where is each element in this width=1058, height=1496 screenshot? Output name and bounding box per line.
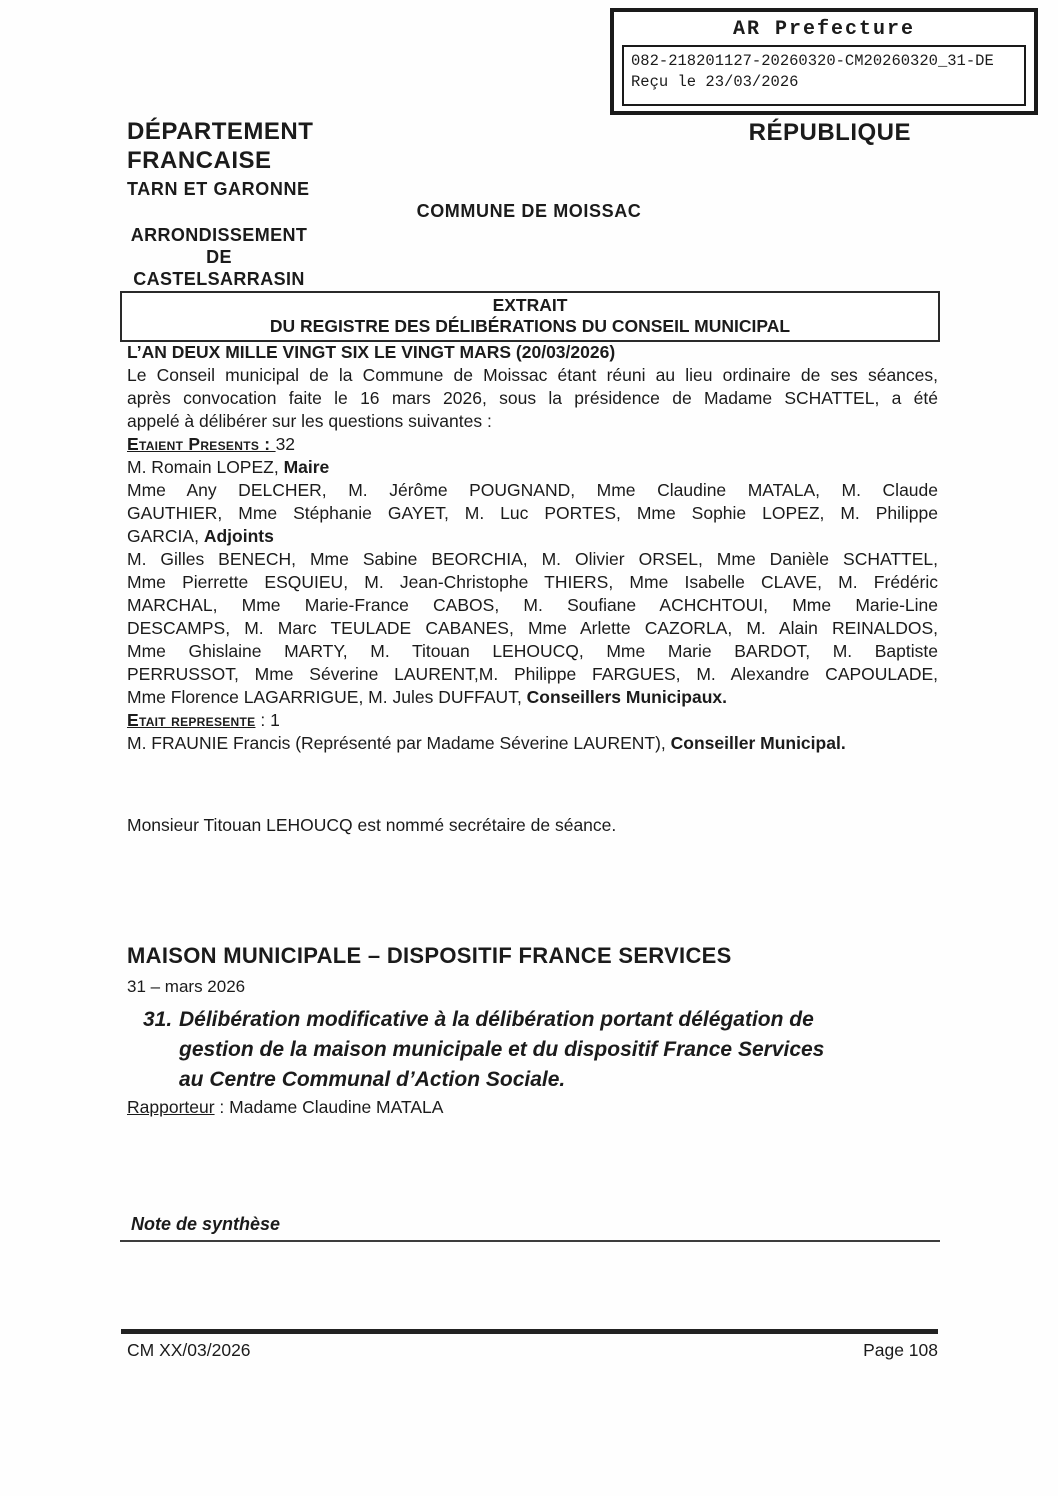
section-title: MAISON MUNICIPALE – DISPOSITIF FRANCE SERVICES: [127, 943, 732, 968]
footer-page-number: Page 108: [863, 1340, 938, 1360]
maire-name: M. Romain LOPEZ,: [127, 457, 284, 477]
conseillers-line: MARCHAL, Mme Marie-France CABOS, M. Soufiane ACHCHTOUI, Mme Marie-Line: [127, 595, 938, 615]
conseillers-last-names: Mme Florence LAGARRIGUE, M. Jules DUFFAUT,: [127, 687, 527, 707]
item-title-line: Délibération modificative à la délibération portant délégation de: [179, 1008, 814, 1031]
session-date-line: L’AN DEUX MILLE VINGT SIX LE VINGT MARS (20/03/2026): [127, 342, 616, 362]
rapporteur-line: [127, 1097, 443, 1118]
extrait-subtitle: DU REGISTRE DES DÉLIBÉRATIONS DU CONSEIL MUNICIPAL: [269, 316, 791, 336]
arrondissement-line2: DE: [206, 247, 232, 267]
presents-line: [127, 433, 938, 456]
represente-title: Conseiller Municipal.: [670, 733, 846, 753]
department-block: [127, 117, 313, 200]
represente-separator: :: [255, 710, 271, 730]
adjoints-title: Adjoints: [203, 526, 274, 546]
conseillers-line: Mme Pierrette ESQUIEU, M. Jean-Christophe THIERS, Mme Isabelle CLAVE, M. Frédéric: [127, 572, 938, 592]
arrondissement-line3: CASTELSARRASIN: [133, 269, 305, 289]
adjoints-last-line: [127, 525, 938, 548]
arrondissement-block: [118, 224, 320, 290]
represente-name: M. FRAUNIE Francis (Représenté par Madame Séverine LAURENT),: [127, 733, 671, 753]
extrait-title: EXTRAIT: [492, 295, 568, 315]
stamp-reference: 082-218201127-20260320-CM20260320_31-DE: [631, 52, 994, 70]
secretary-line: Monsieur Titouan LEHOUCQ est nommé secrétaire de séance.: [127, 815, 617, 835]
fraunie-line: [127, 732, 938, 755]
conseillers-line: PERRUSSOT, Mme Séverine LAURENT,M. Philippe FARGUES, M. Alexandre CAPOULADE,: [127, 664, 938, 684]
conseillers-line: DESCAMPS, M. Marc TEULADE CABANES, Mme Arlette CAZORLA, M. Alain REINALDOS,: [127, 618, 938, 638]
item-title-line: gestion de la maison municipale et du dispositif France Services: [179, 1038, 825, 1061]
arrondissement-line1: ARRONDISSEMENT: [130, 225, 308, 245]
maire-title: Maire: [283, 457, 330, 477]
item-title: [179, 1005, 938, 1095]
adjoints-line: GAUTHIER, Mme Stéphanie GAYET, M. Luc PORTES, Mme Sophie LOPEZ, M. Philippe: [127, 503, 938, 523]
session-body: [127, 341, 938, 837]
conseillers-line: M. Gilles BENECH, Mme Sabine BEORCHIA, M. Olivier ORSEL, Mme Danièle SCHATTEL,: [127, 549, 938, 569]
conseillers-title: Conseillers Municipaux.: [526, 687, 727, 707]
footer-reference: CM XX/03/2026: [127, 1340, 251, 1360]
rapporteur-label: Rapporteur: [127, 1097, 215, 1117]
note-synthese-rule: [120, 1240, 940, 1242]
republique-label: RÉPUBLIQUE: [748, 119, 911, 146]
represente-count: 1: [270, 710, 280, 730]
adjoints-line: Mme Any DELCHER, M. Jérôme POUGNAND, Mme Claudine MATALA, M. Claude: [127, 480, 938, 500]
section-date: 31 – mars 2026: [127, 977, 246, 996]
stamp-title: AR Prefecture: [732, 18, 916, 41]
maire-line: [127, 456, 938, 479]
represente-line: [127, 709, 938, 732]
commune-title: COMMUNE DE MOISSAC: [416, 201, 642, 221]
session-intro-line: après convocation faite le 16 mars 2026, sous la présidence de Madame SCHATTEL, a été: [127, 388, 938, 408]
department-line3: TARN ET GARONNE: [127, 179, 310, 199]
deliberation-item: [143, 1005, 938, 1095]
represente-label: Etait represente: [127, 710, 256, 730]
session-intro-line: appelé à délibérer sur les questions suivantes :: [127, 411, 492, 431]
rapporteur-value: : Madame Claudine MATALA: [214, 1097, 444, 1117]
conseillers-last-line: [127, 686, 938, 709]
prefecture-stamp: [610, 8, 1038, 115]
adjoints-last-name: GARCIA,: [127, 526, 204, 546]
department-line1: DÉPARTEMENT: [127, 118, 314, 145]
presents-label: Etaient Presents :: [127, 434, 276, 454]
stamp-inner-box: [622, 45, 1026, 106]
footer-rule: [121, 1329, 938, 1334]
item-number: 31.: [143, 1008, 173, 1031]
conseillers-line: Mme Ghislaine MARTY, M. Titouan LEHOUCQ, Mme Marie BARDOT, M. Baptiste: [127, 641, 938, 661]
note-synthese-heading: Note de synthèse: [131, 1214, 281, 1234]
session-intro-line: Le Conseil municipal de la Commune de Moissac étant réuni au lieu ordinaire de ses séances,: [127, 365, 938, 385]
stamp-received-date: Reçu le 23/03/2026: [631, 72, 799, 91]
department-line2: FRANCAISE: [127, 147, 272, 174]
presents-count: 32: [275, 434, 296, 454]
extrait-title-box: [120, 291, 940, 342]
item-title-line: au Centre Communal d’Action Sociale.: [179, 1068, 566, 1091]
